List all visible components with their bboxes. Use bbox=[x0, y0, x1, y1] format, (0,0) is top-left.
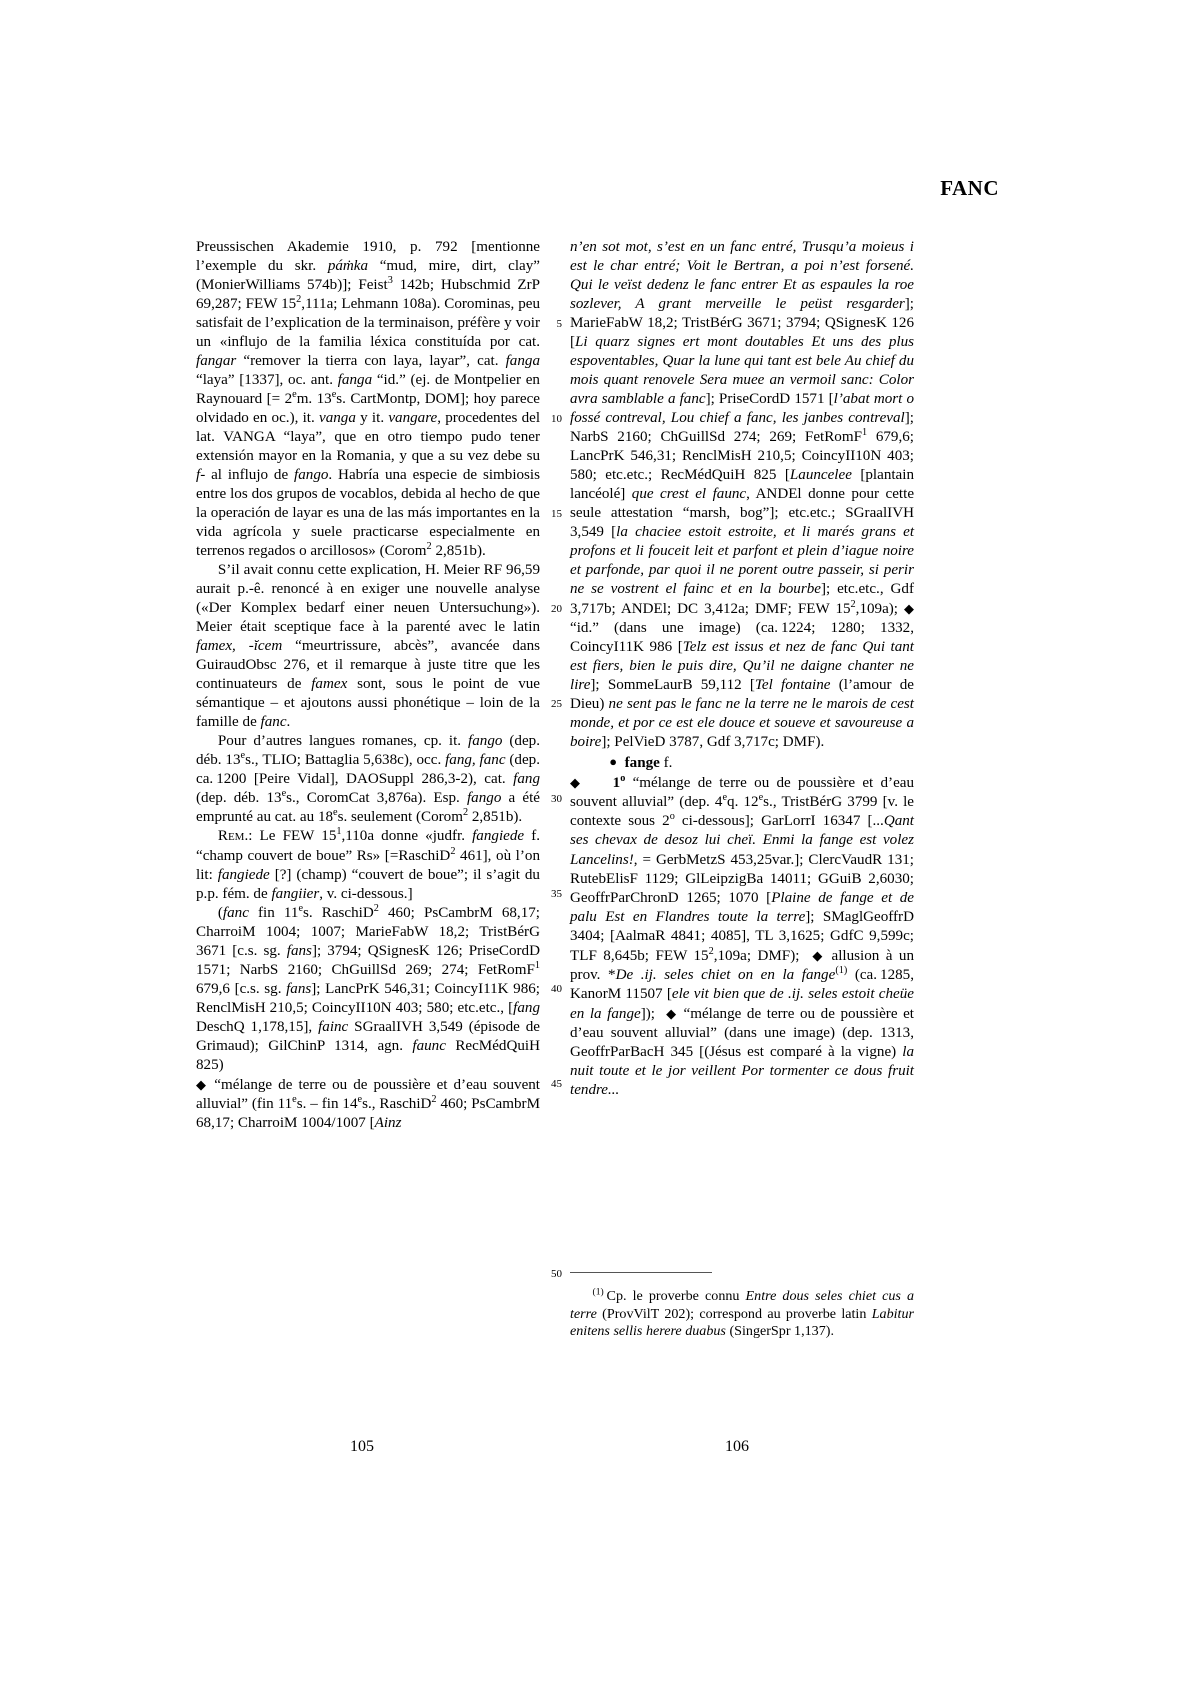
line-number-5: 5 bbox=[556, 318, 562, 330]
folio-right: 106 bbox=[725, 1438, 749, 1455]
folio-left: 105 bbox=[350, 1438, 374, 1455]
footnote-block bbox=[570, 1288, 914, 1341]
round-bullet-icon: ● bbox=[609, 754, 618, 770]
footnote-marker: (1) bbox=[592, 1286, 604, 1298]
diamond-bullet-icon: ◆ bbox=[812, 947, 826, 963]
paragraph-meier: S’il avait connu cette explication, H. Meier RF 96,59 aurait p.-ê. renoncé à en exiger une nouvelle analyse («Der Komplex bedarf einer neuen Untersuchung»). Meier était sceptique face à la parenté avec le latin famex, -ĭcem “meurtrissure, abcès”, avancée dans GuiraudObsc 276, et il remarque à juste titre que les continuateurs de famex sont, sous le point de vue sémantique – et ajoutons aussi phonétique – loin de la famille de fanc. bbox=[196, 562, 540, 731]
paragraph-autres-langues: Pour d’autres langues romanes, cp. it. fango (dep. déb. 13es., TLIO; Battaglia 5,638c), occ. fang, fanc (dep. ca. 1200 [Peire Vidal], DAOSuppl 286,3-2), cat. fang (dep. déb. 13es., CoromCat 3,876a). Esp. fango a été emprunté au cat. au 18es. seulement (Corom$^2$ 2,851b). bbox=[196, 733, 541, 826]
diamond-bullet-icon: ◆ bbox=[904, 601, 914, 617]
running-head: FANC bbox=[940, 176, 999, 200]
line-number-30: 30 bbox=[551, 793, 562, 805]
diamond-bullet-icon: ◆ bbox=[570, 775, 584, 791]
right-column bbox=[570, 238, 914, 1100]
paragraph-remarque: Rem.: Le FEW $15^1,110a$ donne «judfr. fangiede f. “champ couvert de boue” Rs» [=RaschiD$^2$ 461], où l’on lit: fangiede [?] (champ) “couvert de boue”; il s’agit du p.p. fém. de fangiier, v. ci-dessous.] bbox=[196, 826, 541, 902]
line-number-40: 40 bbox=[551, 983, 562, 995]
paragraph-sense-left: ◆ “mélange de terre ou de poussière et d’eau souvent alluvial” (fin 11es. – fin 14es., RaschiD$^2$ 460; PsCambrM 68,17; CharroiM 1004/1007 [Ainz bbox=[196, 1076, 541, 1131]
footnote-separator-rule bbox=[570, 1272, 712, 1273]
paragraph-citations: n’en sot mot, s’est en un fanc entré, Trusqu’a moieus i est le char entré; Voit le Bertran, a poi n’est forsené. Qui le veïst dedenz le fanc entrer Et as espaules la roe sozlever, A grant merveille le peüst resgarder]; MarieFabW 18,2; TristBérG 3671; 3794; QSignesK 126 [Li quarz signes ert mont doutables Et uns des plus espoventables, Quar la lune qui tant est bele Au chief du mois quant renovele Sera muee an vermoil sanc: Color avra samblable a fanc]; PriseCordD 1571 [l’abat mort o fossé contreval, Lou chief a fanc, les janbes contreval]; NarbS 2160; ChGuillSd 274; 269; FetRomF$^1$ 679,6; LancPrK 546,31; RenclMisH 210,5; CoincyII10N 403; 580; etc.etc.; RecMédQuiH 825 [Launcelee [plantain lancéolé] que crest el faunc, ANDEl donne pour cette seule attestation “marsh, bog”]; etc.etc.; SGraalIVH 3,549 [la chaciee estoit estroite, et li marés grans et profons et li fouceit leit et parfont et plein d’iague noire et parfonde, par quoi il ne porent outre passeir, si perir ne se vostrent el fainc et en la bourbe]; etc.etc., Gdf 3,717b; ANDEl; DC 3,412a; DMF; FEW $15^2,109a$); ◆ “id.” (dans une image) (ca. 1224; 1280; 1332, CoincyI11K 986 [Telz est issus et nez de fanc Qui tant est fiers, bien le puis dire, Qu’il ne daigne chanter ne lire]; SommeLaurB 59,112 [Tel fontaine (l’amour de Dieu) ne sent pas le fanc ne la terre ne le marois de cest monde, et por ce est ele douce et soueve et savoureuse a boire]; PelVieD 3787, Gdf 3,717c; DMF). bbox=[570, 239, 915, 751]
line-number-10: 10 bbox=[551, 413, 562, 425]
left-column bbox=[196, 238, 540, 1133]
line-number-25: 25 bbox=[551, 698, 562, 710]
footnote-text: $^{(1)}$ Cp. le proverbe connu Entre dous seles chiet cus a terre (ProvVilT 202); correspond au proverbe latin Labitur enitens sellis herere duabus (SingerSpr 1,137). bbox=[570, 1286, 914, 1340]
paragraph-sense-1: ◆ 1$^o$ “mélange de terre ou de poussière et d’eau souvent alluvial” (dep. 4eq. 12es., TristBérG 3799 [v. le contexte sous 2$^o$ ci-dessous]; GarLorrI 16347 [...Qant ses chevax de desoz lui cheï. Enmi la fange est volez Lancelins!, = GerbMetzS 453,25var.]; ClercVaudR 131; RutebElisF 1129; GlLeipzigBa 14011; GGuiB 2,6030; GeoffrParChronD 1265; 1070 [Plaine de fange et de palu Est en Flandres toute la terre]; SMaglGeoffrD 3404; [AalmaR 4841; 4085], TL 3,1625; GdfC 9,599c; TLF 8,645b; FEW $15^2,109a$; DMF); ◆ allusion à un prov. *De .ij. seles chiet on en la fange$^{(1)}$ (ca. 1285, KanorM 11507 [ele vit bien que de .ij. seles estoit cheüe en la fange]); ◆ “mélange de terre ou de poussière et d’eau souvent alluvial” (dans une image) (dep. 1313, GeoffrParBacH 345 [(Jésus est comparé à la vigne) la nuit toute et le jor veillent Por tormenter ce dous fruit tendre... bbox=[570, 773, 915, 1098]
line-number-35: 35 bbox=[551, 888, 562, 900]
paragraph-attestations: (fanc fin 11es. RaschiD$^2$ 460; PsCambrM 68,17; CharroiM 1004; 1007; MarieFabW 18,2; TristBérG 3671 [c.s. sg. fans]; 3794; QSignesK 126; PriseCordD 1571; NarbS 2160; ChGuillSd 269; 274; FetRomF$^1$ 679,6 [c.s. sg. fans]; LancPrK 546,31; CoincyI11K 986; RenclMisH 210,5; CoincyII10N 403; 580; etc.etc., [fang DeschQ 1,178,15], fainc SGraalIVH 3,549 (épisode de Grimaud); GilChinP 1314, agn. faunc RecMédQuiH 825) bbox=[196, 902, 541, 1073]
line-number-45: 45 bbox=[551, 1078, 562, 1090]
diamond-bullet-icon: ◆ bbox=[196, 1076, 209, 1092]
lemma-entry-fange: ● fange f. bbox=[609, 754, 673, 772]
line-number-15: 15 bbox=[551, 508, 562, 520]
lemma-headword: fange bbox=[624, 755, 660, 772]
line-number-20: 20 bbox=[551, 603, 562, 615]
diamond-bullet-icon: ◆ bbox=[666, 1005, 678, 1021]
paragraph-continuation: Preussischen Akademie 1910, p. 792 [mentionne l’exemple du skr. páṁka “mud, mire, dirt, clay” (MonierWilliams 574b)]; Feist$^3$ 142b; Hubschmid ZrP 69,287; FEW $15^2,111a$; Lehmann 108a). Corominas, peu satisfait de l’explication de la terminaison, préfère y voir un «influjo de la familia léxica constituída por cat. fangar “remover la tierra con laya, layar”, cat. fanga “laya” [1337], oc. ant. fanga “id.” (ej. de Montpelier en Raynouard [= $2^em$. 13es. CartMontp, DOM]; hoy parece olvidado en oc.), it. vanga y it. vangare, procedentes del lat. VANGA “laya”, que en otro tiempo pudo tener extensión mayor en la Romania, y que a su vez debe su f- al influjo de fango. Habría una especie de simbiosis entre los dos grupos de vocablos, debida al hecho de que la operación de layar es una de las más importantes en la vida agrícola y suele practicarse especialmente en terrenos regados o arcillosos» (Corom$^2$ 2,851b). bbox=[196, 239, 541, 560]
line-number-50: 50 bbox=[551, 1268, 562, 1280]
